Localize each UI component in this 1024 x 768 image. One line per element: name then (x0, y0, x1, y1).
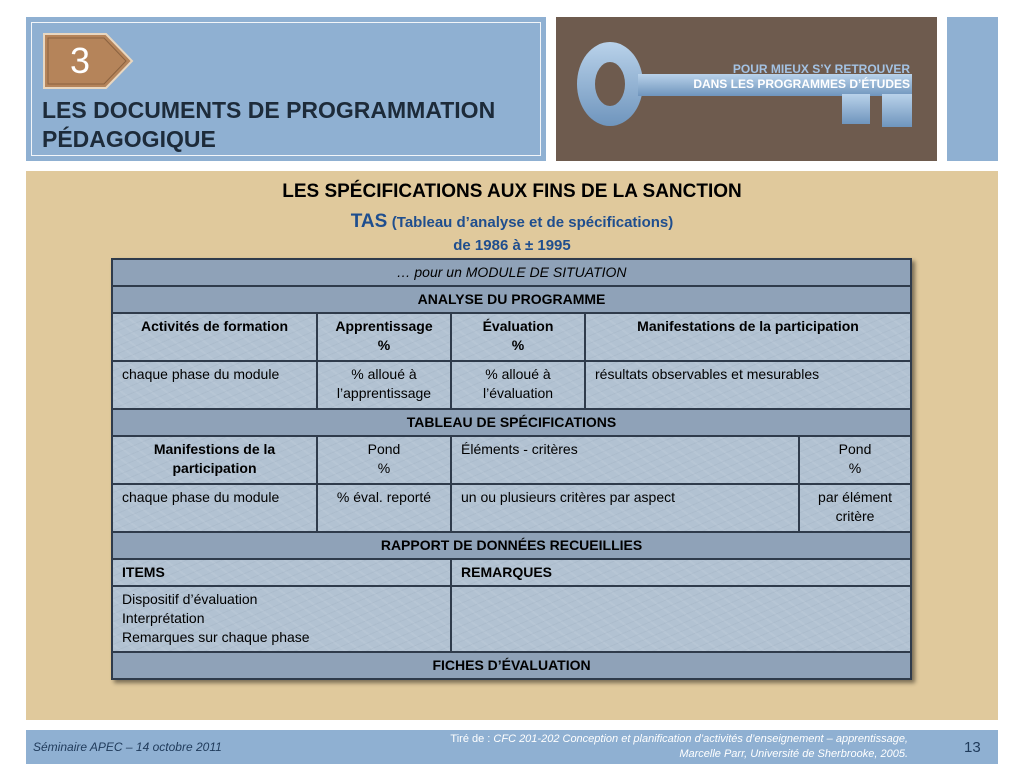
main-title: LES SPÉCIFICATIONS AUX FINS DE LA SANCTION (282, 181, 742, 202)
tagline-line1: POUR MIEUX S’Y RETROUVER (732, 62, 910, 76)
table-row (112, 436, 911, 484)
column-header: Évaluation % (451, 313, 585, 361)
table-cell: par élément critère (799, 484, 911, 532)
table-row (112, 559, 911, 586)
table-cell: un ou plusieurs critères par aspect (451, 484, 799, 532)
acronym-description: (Tableau d’analyse et de spécifications) (391, 214, 674, 231)
table-cell: résultats observables et mesurables (585, 361, 911, 409)
rapport-header: RAPPORT DE DONNÉES RECUEILLIES (112, 532, 911, 559)
column-header: Pond % (317, 436, 451, 484)
column-header: ITEMS (112, 559, 451, 586)
fiches-footer: FICHES D’ÉVALUATION (112, 652, 911, 679)
table-row (112, 652, 911, 679)
section-number: 3 (69, 40, 91, 81)
credit-prefix: Tiré de : (450, 733, 494, 745)
subtitle (26, 211, 998, 233)
table-row (112, 532, 911, 559)
credit-line2: Marcelle Parr, Université de Sherbrooke, 2005. (679, 748, 908, 760)
table-row (112, 586, 911, 652)
table-cell: chaque phase du module (112, 484, 317, 532)
module-label: pour un MODULE DE SITUATION (414, 264, 627, 280)
table-cell: chaque phase du module (112, 361, 317, 409)
module-prefix: … (396, 264, 415, 280)
column-header: Activités de formation (112, 313, 317, 361)
table-row (112, 361, 911, 409)
column-header: Pond % (799, 436, 911, 484)
column-header: Manifestions de la participation (112, 436, 317, 484)
page-number: 13 (964, 739, 981, 756)
header-right-panel (947, 17, 998, 161)
column-header: Éléments - critères (451, 436, 799, 484)
tagline-line2: DANS LES PROGRAMMES D’ÉTUDES (693, 77, 910, 91)
table-cell (451, 586, 911, 652)
table-row (112, 259, 911, 286)
analyse-header: ANALYSE DU PROGRAMME (112, 286, 911, 313)
table-row (112, 484, 911, 532)
column-header: REMARQUES (451, 559, 911, 586)
column-header: Manifestations de la participation (585, 313, 911, 361)
footer-event: Séminaire APEC – 14 octobre 2011 (33, 740, 222, 754)
table-row (112, 313, 911, 361)
tas-table (111, 258, 912, 680)
column-header: Apprentissage % (317, 313, 451, 361)
table-cell: % éval. reporté (317, 484, 451, 532)
table-cell: % alloué à l’évaluation (451, 361, 585, 409)
module-row (112, 259, 911, 286)
footer-credit (348, 732, 908, 762)
section-title: LES DOCUMENTS DE PROGRAMMATION PÉDAGOGIQUE (42, 97, 496, 152)
table-cell: % alloué à l’apprentissage (317, 361, 451, 409)
table-row (112, 409, 911, 436)
date-range: de 1986 à ± 1995 (453, 237, 571, 254)
credit-line1: CFC 201-202 Conception et planification d’activités d’enseignement – apprentissage, (493, 733, 908, 745)
table-cell: Dispositif d’évaluation Interprétation Remarques sur chaque phase (112, 586, 451, 652)
spec-header: TABLEAU DE SPÉCIFICATIONS (112, 409, 911, 436)
table-row (112, 286, 911, 313)
acronym: TAS (350, 211, 388, 232)
